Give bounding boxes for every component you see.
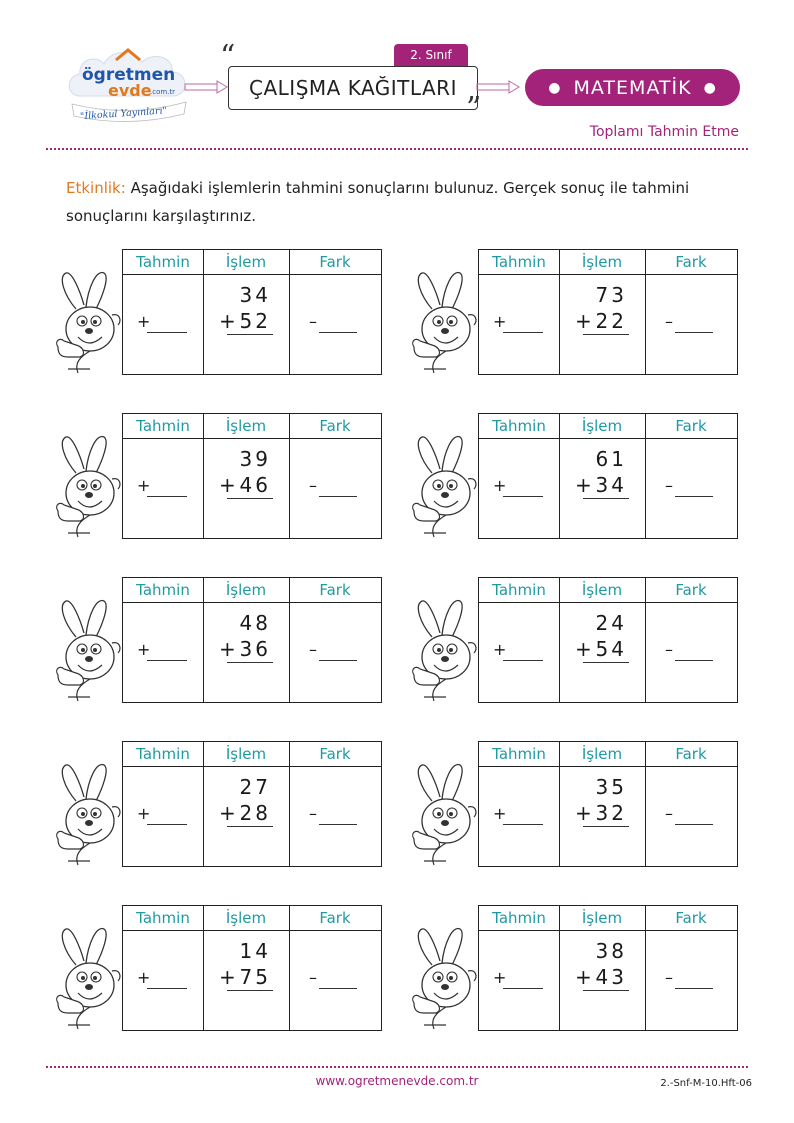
arrow-right-icon [184,80,228,94]
topic-title: Toplamı Tahmin Etme [589,124,739,140]
difference-blank[interactable]: – [665,476,717,498]
addend-top: 73 [595,283,627,307]
addend-bottom: + 43 [575,965,627,989]
col-islem: İşlem [581,745,623,763]
problem-card [406,741,736,867]
col-tahmin: Tahmin [136,745,190,763]
col-islem: İşlem [225,417,267,435]
problem-table [122,413,382,539]
col-fark: Fark [675,581,707,599]
difference-blank[interactable]: – [665,804,717,826]
problem-card [406,577,736,703]
estimate-blank[interactable]: + [137,312,189,334]
addend-bottom: + 46 [219,473,271,497]
col-tahmin: Tahmin [136,417,190,435]
problem-card [50,577,380,703]
addend-bottom: + 36 [219,637,271,661]
svg-text:.com.tr: .com.tr [150,88,176,96]
addend-bottom: + 52 [219,309,271,333]
problem-table [122,741,382,867]
arrow-right-icon-2 [476,80,520,94]
addend-top: 48 [239,611,271,635]
instruction-label: Etkinlik: [66,179,126,197]
publisher-logo [64,38,194,128]
col-islem: İşlem [581,909,623,927]
problem-card [406,413,736,539]
difference-blank[interactable]: – [309,804,361,826]
addend-top: 38 [595,939,627,963]
header-divider [46,148,748,150]
footer-divider [46,1066,748,1068]
bunny-icon [50,265,122,375]
table-header [479,578,737,603]
bunny-icon [406,429,478,539]
estimate-blank[interactable]: + [137,640,189,662]
open-quote-icon: “ [220,39,236,74]
table-header [479,250,737,275]
instruction [66,174,736,230]
problem-card [50,905,380,1031]
addend-bottom: + 22 [575,309,627,333]
problem-card [50,249,380,375]
problem-card [406,249,736,375]
addend-top: 24 [595,611,627,635]
problem-card [406,905,736,1031]
bunny-icon [50,593,122,703]
addend-top: 61 [595,447,627,471]
estimate-blank[interactable]: + [137,804,189,826]
col-tahmin: Tahmin [492,253,546,271]
col-tahmin: Tahmin [136,909,190,927]
col-islem: İşlem [581,253,623,271]
col-fark: Fark [319,745,351,763]
addend-top: 27 [239,775,271,799]
col-fark: Fark [319,909,351,927]
logo-word-ogretmen: ögretmen [82,65,176,85]
col-islem: İşlem [225,909,267,927]
estimate-blank[interactable]: + [493,804,545,826]
difference-blank[interactable]: – [309,476,361,498]
col-fark: Fark [319,253,351,271]
addend-top: 35 [595,775,627,799]
difference-blank[interactable]: – [309,640,361,662]
col-fark: Fark [675,417,707,435]
col-tahmin: Tahmin [136,253,190,271]
bunny-icon [406,593,478,703]
estimate-blank[interactable]: + [493,640,545,662]
estimate-blank[interactable]: + [493,476,545,498]
footer-url: www.ogretmenevde.com.tr [315,1074,479,1088]
table-header [123,414,381,439]
addend-bottom: + 34 [575,473,627,497]
problem-table [478,577,738,703]
col-islem: İşlem [225,581,267,599]
problem-table [478,249,738,375]
problem-table [478,413,738,539]
col-tahmin: Tahmin [136,581,190,599]
table-header [123,742,381,767]
svg-text:"İlkokul Yayınları": "İlkokul Yayınları" [79,105,168,123]
col-fark: Fark [319,581,351,599]
bunny-icon [50,921,122,1031]
table-header [479,414,737,439]
bunny-icon [406,757,478,867]
difference-blank[interactable]: – [309,968,361,990]
col-islem: İşlem [581,581,623,599]
problem-table [122,249,382,375]
footer-code: 2.-Snf-M-10.Hft-06 [660,1078,752,1089]
col-fark: Fark [319,417,351,435]
addend-bottom: + 75 [219,965,271,989]
col-islem: İşlem [225,745,267,763]
problem-card [50,741,380,867]
estimate-blank[interactable]: + [137,476,189,498]
table-header [123,250,381,275]
problem-card [50,413,380,539]
logo-word-evde: evde [108,81,152,100]
grade-tab: 2. Sınıf [394,44,468,66]
col-tahmin: Tahmin [492,909,546,927]
col-tahmin: Tahmin [492,417,546,435]
addend-top: 14 [239,939,271,963]
worksheet-title: ÇALIŞMA KAĞITLARI [228,66,478,110]
bunny-icon [406,921,478,1031]
table-header [123,906,381,931]
difference-blank[interactable]: – [665,968,717,990]
table-header [479,906,737,931]
addend-top: 34 [239,283,271,307]
subject-label: MATEMATİK [573,76,692,99]
problem-table [122,577,382,703]
col-tahmin: Tahmin [492,581,546,599]
problem-table [478,905,738,1031]
difference-blank[interactable]: – [309,312,361,334]
estimate-blank[interactable]: + [493,968,545,990]
col-fark: Fark [675,909,707,927]
table-header [123,578,381,603]
addend-bottom: + 32 [575,801,627,825]
addend-bottom: + 54 [575,637,627,661]
subject-badge: ● MATEMATİK ● [525,69,740,106]
col-islem: İşlem [225,253,267,271]
difference-blank[interactable]: – [665,312,717,334]
bunny-icon [406,265,478,375]
col-fark: Fark [675,745,707,763]
col-islem: İşlem [581,417,623,435]
estimate-blank[interactable]: + [493,312,545,334]
problem-table [122,905,382,1031]
table-header [479,742,737,767]
col-tahmin: Tahmin [492,745,546,763]
instruction-text: Aşağıdaki işlemlerin tahmini sonuçlarını bulunuz. Gerçek sonuç ile tahmini sonuçlarını karşılaştırınız. [66,179,690,225]
col-fark: Fark [675,253,707,271]
bunny-icon [50,429,122,539]
problem-table [478,741,738,867]
addend-bottom: + 28 [219,801,271,825]
difference-blank[interactable]: – [665,640,717,662]
bunny-icon [50,757,122,867]
addend-top: 39 [239,447,271,471]
estimate-blank[interactable]: + [137,968,189,990]
close-quote-icon: ” [466,91,482,126]
